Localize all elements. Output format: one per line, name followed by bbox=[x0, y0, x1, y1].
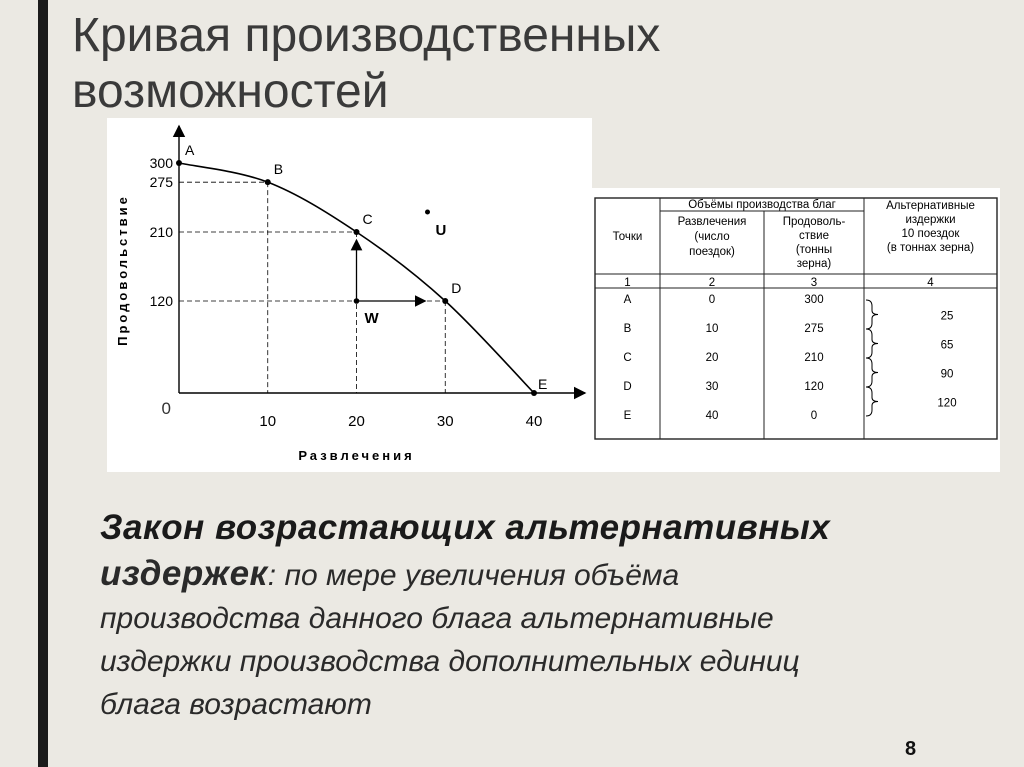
point-c bbox=[354, 229, 360, 235]
table-cell-food: 210 bbox=[804, 352, 824, 364]
table-brace bbox=[866, 387, 878, 416]
table-header-ent-line: Развлечения bbox=[677, 216, 747, 228]
table-brace bbox=[866, 329, 878, 358]
table-cell-alt-cost: 65 bbox=[940, 339, 954, 352]
point-label-d: D bbox=[451, 280, 462, 296]
table-col-number: 3 bbox=[810, 277, 818, 289]
page-number: 8 bbox=[905, 738, 917, 760]
point-e bbox=[531, 390, 537, 396]
x-tick-label: 10 bbox=[259, 413, 277, 430]
y-tick-label: 210 bbox=[149, 224, 173, 240]
point-label-b: B bbox=[273, 161, 284, 178]
table-cell-alt-cost: 120 bbox=[937, 397, 957, 410]
ppf-table-panel bbox=[592, 188, 1000, 472]
law-line-1 bbox=[100, 551, 1000, 597]
law-title-end: издержек bbox=[100, 554, 268, 593]
table-cell-alt-cost: 25 bbox=[940, 310, 954, 323]
page-title bbox=[72, 8, 812, 120]
table-cell-point: C bbox=[623, 352, 632, 364]
table-cell-alt-cost: 90 bbox=[940, 368, 954, 381]
y-tick-label: 120 bbox=[149, 293, 173, 309]
origin-label: 0 bbox=[161, 399, 171, 418]
table-cell-ent: 30 bbox=[705, 381, 719, 393]
table-header-ent-line: (число bbox=[694, 231, 730, 243]
table-cell-point: A bbox=[623, 294, 632, 306]
table-header-alt-line: (в тоннах зерна) bbox=[886, 242, 975, 254]
law-line-3: издержки производства дополнительных единиц bbox=[100, 645, 800, 678]
law-title: Закон возрастающих альтернативных bbox=[100, 508, 831, 547]
table-header-alt-line: 10 поездок bbox=[901, 228, 960, 240]
point-label-a: A bbox=[185, 142, 195, 158]
ppf-chart bbox=[107, 118, 592, 472]
point-label-c: C bbox=[362, 211, 373, 227]
ppf-table bbox=[592, 188, 1000, 472]
table-cell-ent: 10 bbox=[705, 323, 719, 335]
table-cell-food: 300 bbox=[804, 294, 824, 306]
point-label-w: W bbox=[364, 310, 379, 327]
x-axis-label: Развлечения bbox=[298, 448, 415, 463]
point-label-u: U bbox=[435, 222, 447, 239]
law-block bbox=[100, 505, 1000, 726]
table-header-food-line: зерна) bbox=[796, 258, 832, 270]
x-tick-label: 20 bbox=[348, 413, 365, 430]
point-d bbox=[442, 298, 448, 304]
law-body-first: : по мере увеличения объёма bbox=[267, 559, 680, 592]
x-tick-label: 40 bbox=[525, 413, 543, 430]
y-tick-label: 300 bbox=[149, 155, 173, 171]
table-cell-point: E bbox=[623, 410, 632, 422]
table-cell-food: 0 bbox=[810, 410, 818, 422]
table-cell-point: D bbox=[623, 381, 632, 393]
y-axis-label: Продовольствие bbox=[115, 194, 130, 346]
point-b bbox=[265, 179, 271, 185]
table-header-ent-line: поездок) bbox=[689, 246, 735, 258]
table-col-number: 4 bbox=[927, 277, 934, 289]
table-cell-food: 120 bbox=[804, 381, 824, 393]
table-header-food-line: (тонны bbox=[795, 244, 833, 256]
table-header-points: Точки bbox=[612, 231, 643, 243]
law-line-2: производства данного блага альтернативные bbox=[100, 602, 774, 635]
point-u bbox=[425, 210, 430, 215]
table-header-alt-line: издержки bbox=[905, 214, 956, 226]
table-cell-ent: 20 bbox=[705, 352, 719, 364]
table-header-alt-line: Альтернативные bbox=[886, 200, 975, 212]
table-brace bbox=[866, 358, 878, 387]
table-header-food-line: ствие bbox=[799, 230, 829, 242]
title-line-2: возможностей bbox=[72, 65, 389, 118]
table-cell-ent: 40 bbox=[705, 410, 719, 422]
table-brace bbox=[866, 300, 878, 329]
table-cell-ent: 0 bbox=[708, 294, 716, 306]
ppf-chart-panel bbox=[107, 118, 592, 472]
table-header-food-line: Продоволь- bbox=[782, 216, 846, 228]
point-label-e: E bbox=[538, 376, 548, 392]
x-tick-label: 30 bbox=[436, 413, 454, 430]
table-col-number: 1 bbox=[624, 277, 631, 289]
law-line-4: блага возрастают bbox=[100, 688, 372, 721]
title-line-1: Кривая производственных bbox=[72, 9, 661, 62]
table-col-number: 2 bbox=[708, 277, 716, 289]
table-cell-point: B bbox=[623, 323, 632, 335]
point-a bbox=[176, 160, 182, 166]
y-tick-label: 275 bbox=[149, 174, 173, 191]
table-header-volumes: Объёмы производства благ bbox=[688, 199, 836, 211]
table-cell-food: 275 bbox=[804, 323, 824, 335]
left-accent-bar bbox=[38, 0, 48, 767]
